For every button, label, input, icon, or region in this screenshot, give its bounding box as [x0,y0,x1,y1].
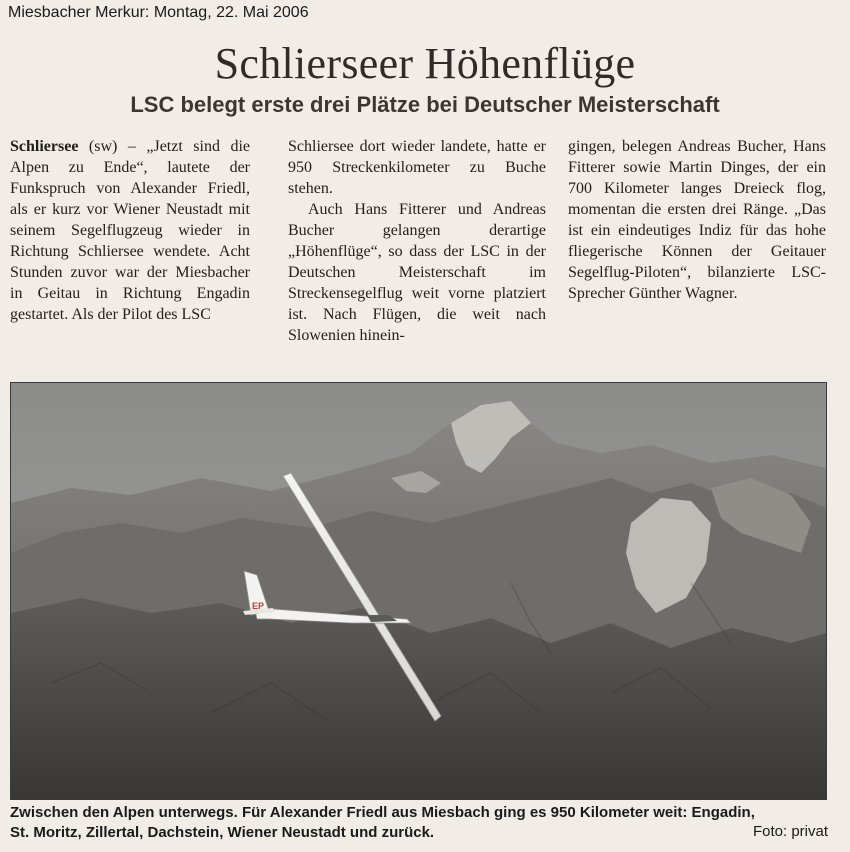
article-column-2-paragraph-1: Schliersee dort wieder landete, hatte er 950 Streckenkilometer zu Buche stehen. [288,138,546,197]
photo-caption-line-2: St. Moritz, Zillertal, Dachstein, Wiener Neustadt und zurück. [10,824,435,841]
photo-caption [10,803,830,843]
article-column-2 [288,136,546,346]
article-column-1-text: (sw) – „Jetzt sind die Alpen zu Ende“, lautete der Funkspruch von Alexander Friedl, als er kurz vor Wiener Neustadt mit seinem Segelflugzeug wieder in Richtung Schliersee wendete. Acht Stunden zuvor war der Miesbacher in Geitau in Richtung Engadin gestartet. Als der Pilot des LSC [10,138,250,323]
alps-glider-photo [11,383,826,799]
article-column-3-text: gingen, belegen Andreas Bucher, Hans Fitterer sowie Martin Dinges, der ein 700 Kilometer langes Dreieck flog, momentan die ersten drei Ränge. „Das ist ein eindeutiges Indiz für das hohe fliegerische Können der Geitauer Segelflug-Piloten“, bilanzierte LSC-Sprecher Günther Wagner. [568,138,826,302]
article-subheadline: LSC belegt erste drei Plätze bei Deutscher Meisterschaft [130,92,720,117]
article-column-3 [568,136,826,304]
photo-credit: Foto: privat [752,823,828,840]
photo-caption-line-1: Zwischen den Alpen unterwegs. Für Alexander Friedl aus Miesbach ging es 950 Kilometer weit: Engadin, [10,804,755,821]
glider-marking: EP [252,601,265,611]
article-dateline: Schliersee [10,138,79,155]
article-photo [10,382,827,800]
article-column-1 [10,136,250,325]
article-headline: Schlierseer Höhenflüge [214,39,636,88]
newspaper-source-line: Miesbacher Merkur: Montag, 22. Mai 2006 [8,4,309,21]
article-column-2-paragraph-2: Auch Hans Fitterer und Andreas Bucher gelangen derartige „Höhenflüge“, so dass der LSC in der Deutschen Meisterschaft im Streckensegelflug weit vorne platziert ist. Nach Flügen, die weit nach Slowenien hinein- [288,201,546,344]
